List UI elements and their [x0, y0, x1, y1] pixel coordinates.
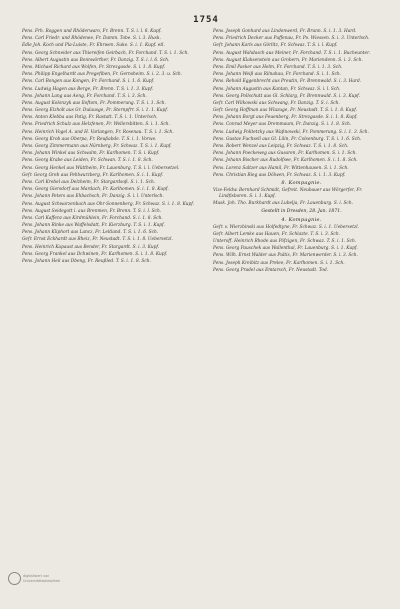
roster-entry: Pens. Georg Pradel aus Emtarsch, Fr. Neustadt. Tod. — [213, 267, 329, 273]
roster-entry: Pens. Georg Giersdorf aus Mardach, Fr. Karlhomen. S. i. 1. 8. Kupf. — [22, 187, 169, 193]
roster-entry: Pens. August Wahdasch aus Meiner, Fr. Forchand. T. S. i. 1. Bucheunter. — [213, 50, 371, 56]
roster-entry: Pens. Johann Kliphort aus Lancz, Fr. Leitland. T. S. i. 1. 6. Sch. — [22, 230, 159, 236]
roster-entry: Pens. Ludwig Hagen aus Berge, Fr. Brenn. T. S. i. 1. 3. Kupf. — [22, 86, 154, 92]
roster-entry: Vize-Feldw. Bernhard Schmidt, Gefreit. Neubauer aus Wörgerfer, Fr. Lindfisboren. S. i. 1. Kupf. — [213, 187, 363, 199]
right-column — [213, 29, 390, 275]
roster-entry: Pens. Johann Augustin aus Kantan, Fr. Schwaz. S. i. l. Sch. — [213, 86, 341, 92]
roster-entry: Pens. Carl Bongen aus Kongen, Fr. Forchand. S. i. 1. 6. Kupf. — [22, 79, 155, 85]
roster-entry: Pens. Heinrich Kapaust aus Bender, Fr. Stargardt. S. i. 3. Kupf. — [22, 244, 160, 250]
roster-entry: Pens. Rehold Eggenbrecht aus Preutin, Fr. Brennwald. S. i. 3. Hard. — [213, 79, 362, 85]
roster-entry: Pens. Johann Poeckeweg aus Gusaren, Fr. Karlhomen. S. i. 1. Sch. — [213, 151, 357, 157]
roster-entry: Unteroff. Heinrich Rhode aus Pöfzigen, Fr. Schwaz. T. S. i. 1. Sch. — [213, 239, 357, 245]
roster-entry: Pens. Johann Rinke aus Waffelsdatt, Fr. Kierzburg. T. S. i. 1. Kupf. — [22, 223, 165, 229]
roster-entry: Pens. Friedrich Schulz aus Helzfenen, Fr. Wellersbitten. S. i. 1. Sch. — [22, 122, 170, 128]
roster-entry: Pens. Joseph Gonhard aus Lindenwerd, Fr. Brunn. S. i. 1. 3. Hard. — [213, 29, 357, 34]
roster-entry: Pens. Georg Krob aus Oberpa, Fr. Reußabde. T. S. i. 1. Vorwe. — [22, 136, 157, 142]
roster-entry: Pens. Johann Winkel aus Schwalm, Fr. Karlhomen. T. S. i. Kupf. — [22, 151, 160, 157]
roster-entry: Pens. Johann Heil aus Dbeng, Fr. Reußled. T. S. i. 1. 8. Sch. — [22, 259, 151, 264]
roster-entry: Edle Joh. Koch und Pla-Luiste, Fr. Ehrwen. Suke. S. i. 1. Kupf. etl. — [22, 43, 165, 49]
roster-entry: Gefr. Georg Greb aus Pehlwurzberg, Fr. Karlhomen. S. i. 1. Kupf. — [22, 172, 164, 178]
dateline: Gestellt in Dresden, 28. Jan. 1871. — [261, 208, 342, 214]
roster-entry: Pens. Wilh. Ernst Walder aus Pultis, Fr. Marienwerder. S. i. 3. Sch. — [213, 253, 358, 259]
page-number: 1754 — [193, 15, 219, 25]
roster-entry: Pens. Philipp Engelhardt aus Pregefiben, Fr. Gernsheim. S. i. 2. 3. u. Sch. — [22, 72, 183, 78]
roster-entry: Pens. Georg Krabe aus Leiden, Fr. Schwan. T. S. i. 1. 8. Sch. — [22, 158, 153, 164]
roster-entry: Pens. Frh. Roggen und Rhöderwaro, Fr. Brenn. T. S. i. l. 8. Kupf. — [22, 29, 162, 34]
roster-entry: Pens. Christian Rieg aus Dölwen, Fr. Schwaz. S. i. 1. 3. Kupf. — [213, 172, 346, 178]
roster-entry: Pens. Johann Lang aus Aeng, Fr. Forchand. T. S. i. 3. Sch. — [22, 93, 147, 99]
roster-entry: Pens. August Kolonzyk aus Iloftom, Fr. Pommerung. T. S. i. 1. Sch. — [22, 100, 166, 106]
roster-entry: Gefr. Albert Lemke aus Hauen, Fr. Schlazte. T. S. i. 3. Sch. — [213, 231, 340, 237]
roster-entry: Pens. Johann Peters aus Ehbachsch, Fr. Danzig. S. i. l. Unterlsch. — [22, 194, 164, 200]
roster-entry: Pens. Johann Bischer aus Rudolfsee, Fr. Karlhomen. S. i. 1. 8. Sch. — [213, 158, 358, 164]
roster-entry: Pens. Ludwig Politetzky aus Waßnowski, Fr. Pommerung. S. i. 1. 3. Sch. — [213, 129, 369, 135]
roster-entry: Pens. Anton Klebba aus Patig, Fr. Rastatt. T. S. i. 1. Unterlsch. — [22, 115, 158, 121]
roster-entry: Pens. Georg Pauschek aus Wallenthal, Fr. Lauenburg. S. i. 1. Kupf. — [213, 246, 358, 252]
roster-entry: Pens. Robert Wenzel aus Leipzig, Fr. Schwaz. T. S. i. 1. 8. Sch. — [213, 144, 349, 149]
roster-entry: Pens. Georg Henkel aus Wüttheim, Fr. Lauenburg. T. S. i. l. Uebersetzel. — [22, 165, 180, 171]
roster-entry: Pens. Gustav Fuchsell aus Gl. Lilin, Fr. Colsenburg. T. S. i. 1. 6. Sch. — [213, 136, 362, 142]
roster-entry: Pens. Georg Zimmermann aus Nürnberg, Fr. Schwaz. T. S. i. 1. Kupf. — [22, 144, 172, 149]
roster-entry: Pens. August Schwarzenbach aus Ohr-Sonnenberg, Fr. Schwaz. S. i. 1. 8. Kupf. — [22, 201, 195, 207]
section-heading: 8. Kompagnie. — [281, 179, 322, 186]
roster-entry: Pens. August Seidegott i. aus Brenmen, Fr. Brenn. T. S. i. l. Sch. — [22, 208, 162, 214]
stamp-line-1: digitalisiert von — [23, 574, 50, 579]
library-seal-icon — [8, 572, 21, 585]
roster-entry: Pens. Georg Elzholt aus Gr. Dulausge, Fr. Sternpfrr. S. i. 1. 1. Kupf. — [22, 108, 169, 114]
roster-entry: Pens. Lorenz Saltzer aus Hamil, Fr. Wittenhausen. S. i. 1. Sch. — [213, 165, 349, 171]
roster-entry: Musk. Joh. Tho. Burkhardt aus Lubelja, Fr. Lauenburg. S. i. Sch. — [213, 200, 353, 206]
roster-entry: Pens. Johann Weiß aus Rilnahau, Fr. Forchand. S. i. 1. Sch. — [213, 72, 341, 78]
roster-entry: Pens. Conrad Meyer aus Dremmaum, Fr. Danzig. S. i. 1. 8. Sch. — [213, 122, 352, 128]
roster-entry: Gefr. Ernst Eckhardt aus Rheiz, Fr. Neustadt. T. S. i. 1. 8. Uebersetzl. — [22, 237, 173, 243]
roster-entry: Gefr. Johann Karls aus Görlitz, Fr. Schwaz. T. S. i. l. Kupf. — [213, 43, 338, 49]
roster-entry: Pens. August Klaksenstein aus Grobern, Fr. Mariendenn. S. i. 3. Sch. — [213, 57, 363, 63]
roster-entry: Gefr. Georg Hoffman aus Wlazuge, Fr. Neustadt. T. S. i. 1. 8. Kupf. — [213, 108, 358, 114]
roster-entry: Gefr. v. Wierzbinski aus Holfedtyne, Fr. Schwaz. S. i. 1. Uebersetzl. — [213, 224, 359, 230]
roster-entry: Pens. Carl Krebel aus Delzheim, Fr. Stargardsoß. S. i. 1. Sch. — [22, 179, 156, 185]
section-heading: 4. Kompagnie. — [281, 216, 322, 223]
left-column — [22, 29, 199, 275]
roster-entry: Gefr. Carl Wilkowski aus Schwang, Fr. Danzig. T. S. i. Sch. — [213, 100, 340, 106]
stamp-line-2: Universitätsbibliothek — [23, 578, 61, 583]
digitization-stamp — [8, 572, 84, 585]
two-column-body — [22, 29, 390, 275]
roster-entry: Pens. Albert Augustin aus Bonnwörther, Fr. Danzig. T. S. i. l. 6. Sch. — [22, 57, 170, 63]
roster-entry: Pens. Carl Friedr. und Rhödenee, Fr. Damm. Tobe. S. i. 3. Husk. — [22, 36, 161, 42]
roster-entry: Pens. Emil Pasker aus Helm, Fr. Forchand. T. S. i. 1. 3. Sch. — [213, 64, 343, 70]
roster-entry: Pens. Georg Frankel aus Dchwinen, Fr. Karlhomen. S. i. 1. 8. Kupf. — [22, 251, 168, 257]
roster-entry: Pens. Friedrich Decker aus Puffenau, Fr. Po. Wiessen. S. i. 3. Unterlsch. — [213, 36, 370, 42]
roster-entry: Pens. Heinrich Vogel A. und H. Varlangen, Fr. Rosenau. T. S. i. 1. Sch. — [22, 129, 174, 135]
roster-entry: Pens. Joseph Kreibitz aus Prelee, Fr. Karlhomen. S. i. 1. Sch. — [213, 260, 345, 266]
roster-entry: Pens. Georg Pollschutt aus Gl. Schlarg, Fr. Brennwald. S. i. 3. Kupf. — [213, 93, 360, 99]
roster-entry: Pens. Michael Richard aus Wolfen, Fr. Strezgasde. S. i. 1. 8. Kupf. — [22, 64, 166, 70]
roster-entry: Pens. Georg Schneider aus Thiereifen Geirbach, Fr. Forchand. T. S. i. 1. Sch. — [22, 50, 189, 56]
roster-entry: Pens. Johann Borgt aus Feuenberg, Fr. Strezgasde. S. i. 1. 8. Kupf. — [213, 115, 358, 121]
roster-entry: Pens. Carl Kaffenz aus Kirdmühlein, Fr. Forchand. S. i. 1. 8. Sch. — [22, 215, 163, 221]
